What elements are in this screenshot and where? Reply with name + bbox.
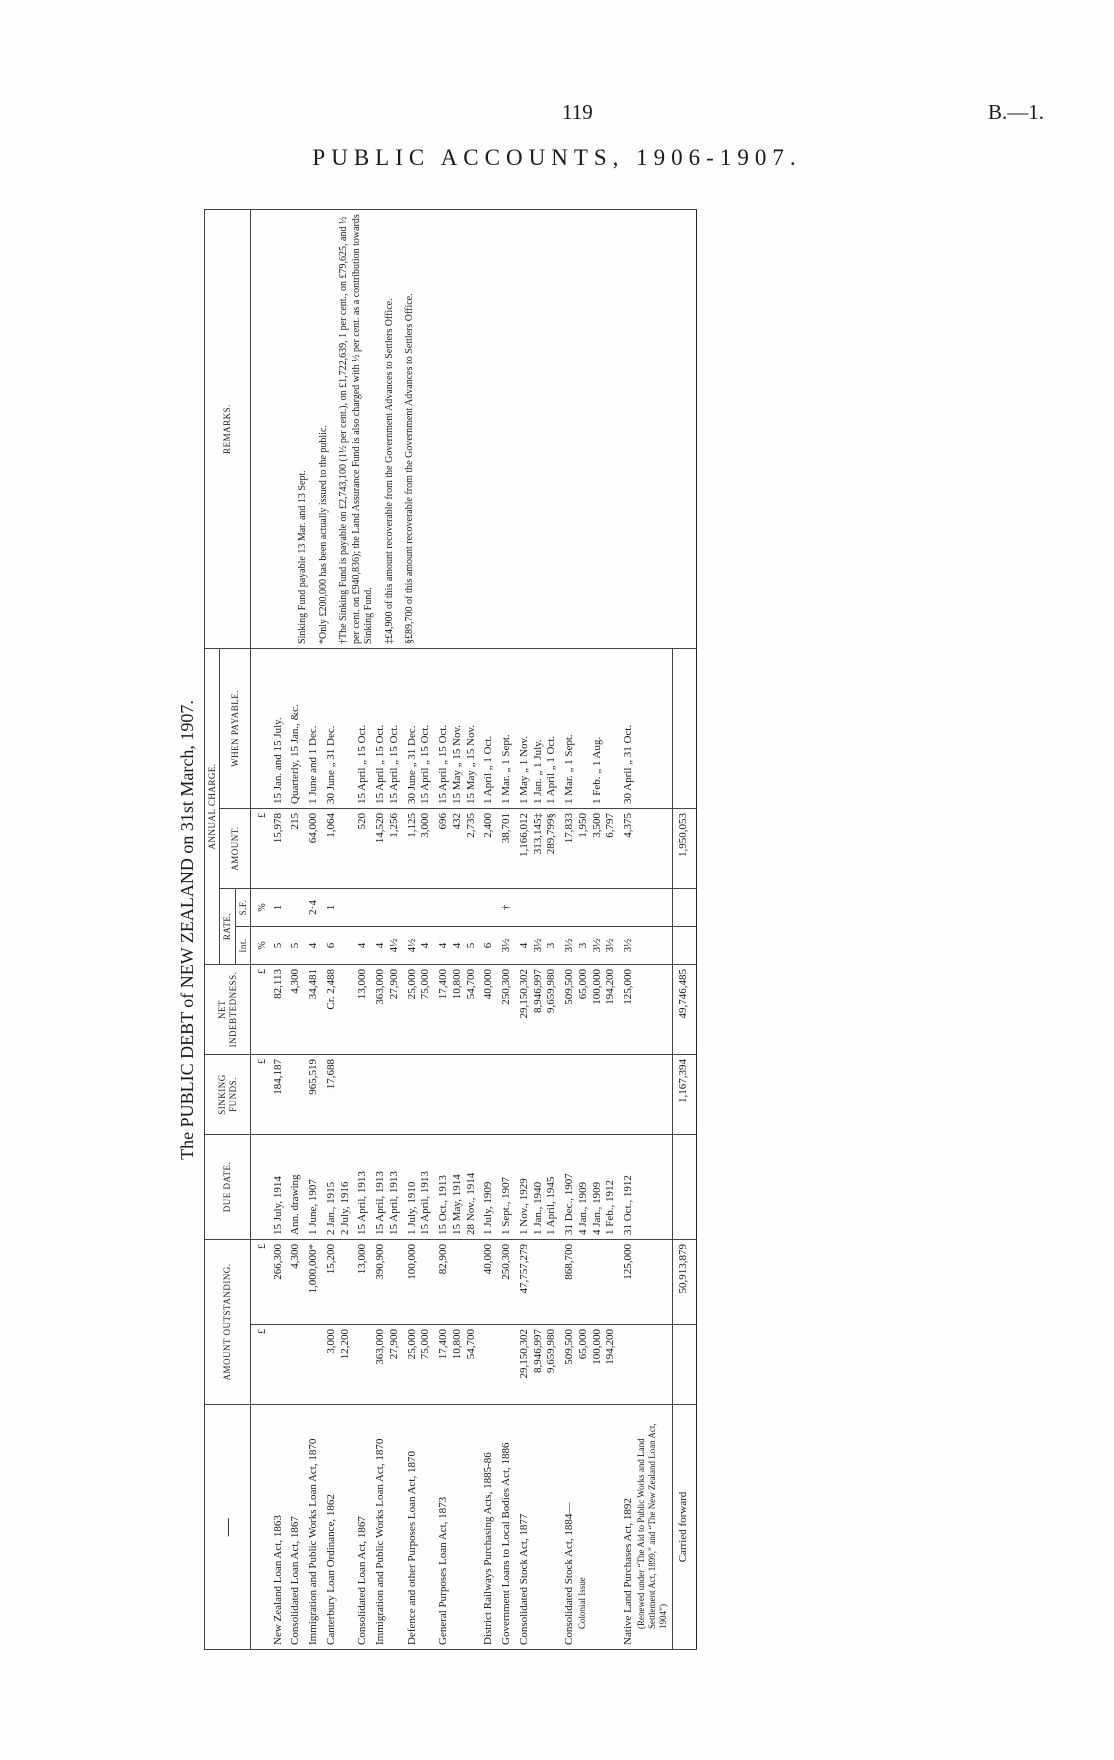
header-when-payable: WHEN PAYABLE. bbox=[220, 648, 251, 808]
cell-amount: 38,701 bbox=[498, 808, 516, 888]
cell-int: 6 bbox=[480, 926, 498, 964]
cell-when: Quarterly, 15 Jan., &c. bbox=[287, 648, 305, 808]
cell-sf bbox=[372, 888, 404, 926]
cell-due: 1 June, 1907 bbox=[305, 1134, 323, 1239]
cell-desc: Defence and other Purposes Loan Act, 1870 bbox=[404, 1405, 436, 1650]
cell-amount: 64,000 bbox=[305, 808, 323, 888]
remark-note: *Only £200,000 has been actually issued to the public. bbox=[317, 425, 329, 644]
cell-sf bbox=[404, 888, 436, 926]
cell-sinking bbox=[620, 1054, 672, 1134]
total-amount: 1,950,053 bbox=[672, 808, 697, 888]
header-annual-charge: ANNUAL CHARGE. bbox=[205, 648, 220, 964]
cell-net: 4,300 bbox=[287, 964, 305, 1054]
cell-amount: 15,978 bbox=[270, 808, 288, 888]
cell-due: 1 Nov., 1929 1 Jan., 1940 1 April, 1945 bbox=[516, 1134, 561, 1239]
cell-outstanding: 4,300 bbox=[287, 1239, 305, 1324]
cell-sinking bbox=[561, 1054, 620, 1134]
total-empty-cell bbox=[672, 1134, 697, 1239]
cell-amount: 1,064 bbox=[323, 808, 355, 888]
cell-outstanding: 40,000 bbox=[480, 1239, 498, 1324]
cell-outstanding: 125,000 bbox=[620, 1239, 672, 1324]
cell-outstanding: 82,900 bbox=[435, 1239, 480, 1324]
header-rate: RATE. bbox=[220, 888, 235, 964]
cell-partials bbox=[498, 1325, 516, 1405]
unit-percent: % bbox=[251, 926, 270, 964]
cell-desc: Consolidated Loan Act, 1867 bbox=[354, 1405, 372, 1650]
cell-amount: 696 432 2,735 bbox=[435, 808, 480, 888]
cell-int: 4 4½ bbox=[372, 926, 404, 964]
cell-int: 4½ 4 bbox=[404, 926, 436, 964]
cell-sf: † bbox=[498, 888, 516, 926]
remark-note: Sinking Fund payable 13 Mar. and 13 Sept. bbox=[297, 470, 309, 644]
remark-note: †The Sinking Fund is payable on £2,743,100 (1½ per cent.), on £1,722,639, 1 per cent., on £79,625, and ½ per cent. on £940,836); the Land Assurance Fund is also charged with ½ per cent. as a contribution towards Sinking Fund. bbox=[338, 214, 375, 644]
header-remarks: REMARKS. bbox=[205, 209, 251, 648]
cell-desc: Consolidated Loan Act, 1867 bbox=[287, 1405, 305, 1650]
cell-when: 1 Mar. „ 1 Sept. 1 Feb. „ 1 Aug. bbox=[561, 648, 620, 808]
header-sinking-funds: SINKING FUNDS. bbox=[205, 1054, 251, 1134]
page-number: 119 bbox=[562, 100, 593, 124]
cell-due: 31 Oct., 1912 bbox=[620, 1134, 672, 1239]
cell-sinking bbox=[287, 1054, 305, 1134]
cell-desc: Consolidated Stock Act, 1877 bbox=[516, 1405, 561, 1650]
cell-when: 15 April „ 15 Oct. bbox=[354, 648, 372, 808]
cell-int: 6 bbox=[323, 926, 355, 964]
cell-net: Cr. 2,488 bbox=[323, 964, 355, 1054]
cell-partials: 363,000 27,900 bbox=[372, 1325, 404, 1405]
series-code: B.—1. bbox=[987, 100, 1044, 124]
cell-due: 31 Dec., 1907 4 Jan., 1909 4 Jan., 1909 1 Feb., 1912 bbox=[561, 1134, 620, 1239]
cell-partials: 25,000 75,000 bbox=[404, 1325, 436, 1405]
cell-desc: General Purposes Loan Act, 1873 bbox=[435, 1405, 480, 1650]
cell-net: 363,000 27,900 bbox=[372, 964, 404, 1054]
header-rate-int: Int. bbox=[235, 926, 250, 964]
table-title: The PUBLIC DEBT of NEW ZEALAND on 31st March, 1907. bbox=[177, 700, 197, 1160]
cell-sinking: 965,519 bbox=[305, 1054, 323, 1134]
unit-percent: % bbox=[251, 888, 270, 926]
remark-note: ‡£4,900 of this amount recoverable from the Government Advances to Settlers Office. bbox=[383, 298, 395, 644]
cell-outstanding: 13,000 bbox=[354, 1239, 372, 1324]
cell-amount: 1,166,012 313,145‡ 289,799§ bbox=[516, 808, 561, 888]
remark-note: §£89,700 of this amount recoverable from the Government Advances to Settlers Office. bbox=[404, 293, 416, 644]
cell-when: 1 June and 1 Dec. bbox=[305, 648, 323, 808]
cell-sf: 2·4 bbox=[305, 888, 323, 926]
cell-outstanding: 100,000 bbox=[404, 1239, 436, 1324]
header-due-date: DUE DATE. bbox=[205, 1134, 251, 1239]
cell-net: 29,150,302 8,946,997 9,659,980 bbox=[516, 964, 561, 1054]
cell-amount: 4,375 bbox=[620, 808, 672, 888]
cell-desc: Canterbury Loan Ordinance, 1862 bbox=[323, 1405, 355, 1650]
cell-desc-sub: (Renewed under “The Aid to Public Works and Land Settlement Act, 1899,” and “The New Zealand Loan Act, 1904”) bbox=[635, 1423, 669, 1629]
cell-int: 3½ bbox=[498, 926, 516, 964]
cell-sinking bbox=[372, 1054, 404, 1134]
unit-pound: £ bbox=[251, 1325, 270, 1405]
cell-sinking bbox=[480, 1054, 498, 1134]
cell-when: 30 April „ 31 Oct. bbox=[620, 648, 672, 808]
total-empty-cell bbox=[672, 926, 697, 964]
cell-outstanding: 250,300 bbox=[498, 1239, 516, 1324]
cell-when: 15 April „ 15 Oct. 15 May „ 15 Nov. 15 May „ 15 Nov. bbox=[435, 648, 480, 808]
cell-outstanding: 868,700 bbox=[561, 1239, 620, 1324]
cell-sf bbox=[480, 888, 498, 926]
cell-sf bbox=[620, 888, 672, 926]
cell-when: 1 Mar. „ 1 Sept. bbox=[498, 648, 516, 808]
cell-desc: Native Land Purchases Act, 1892 (Renewed under “The Aid to Public Works and Land Settlement Act, 1899,” and “The New Zealand Loan Act, 1904”) bbox=[620, 1405, 672, 1650]
cell-outstanding: 15,200 bbox=[323, 1239, 355, 1324]
cell-net: 40,000 bbox=[480, 964, 498, 1054]
cell-amount: 2,400 bbox=[480, 808, 498, 888]
cell-outstanding: 266,300 bbox=[270, 1239, 288, 1324]
unit-pound: £ bbox=[251, 1239, 270, 1324]
unit-pound: £ bbox=[251, 964, 270, 1054]
cell-net: 13,000 bbox=[354, 964, 372, 1054]
cell-net: 509,500 65,000 100,000 194,200 bbox=[561, 964, 620, 1054]
page-title: PUBLIC ACCOUNTS, 1906-1907. bbox=[312, 145, 802, 170]
cell-outstanding: 47,757,279 bbox=[516, 1239, 561, 1324]
cell-sf bbox=[354, 888, 372, 926]
cell-sf bbox=[516, 888, 561, 926]
cell-amount: 14,520 1,256 bbox=[372, 808, 404, 888]
cell-partials: 3,000 12,200 bbox=[323, 1325, 355, 1405]
cell-int: 3½ 3 3½ 3½ bbox=[561, 926, 620, 964]
cell-net: 34,481 bbox=[305, 964, 323, 1054]
total-outstanding: 50,913,879 bbox=[672, 1239, 697, 1324]
total-empty-cell bbox=[672, 888, 697, 926]
cell-due: 1 July, 1910 15 April, 1913 bbox=[404, 1134, 436, 1239]
cell-sf: 1 bbox=[323, 888, 355, 926]
cell-partials: 17,400 10,800 54,700 bbox=[435, 1325, 480, 1405]
cell-due: 1 July, 1909 bbox=[480, 1134, 498, 1239]
cell-amount: 520 bbox=[354, 808, 372, 888]
cell-sf bbox=[561, 888, 620, 926]
cell-int: 3½ bbox=[620, 926, 672, 964]
cell-int: 5 bbox=[270, 926, 288, 964]
public-debt-table bbox=[204, 209, 697, 1650]
cell-net: 25,000 75,000 bbox=[404, 964, 436, 1054]
cell-due: 15 April, 1913 bbox=[354, 1134, 372, 1239]
cell-amount: 215 bbox=[287, 808, 305, 888]
cell-partials bbox=[354, 1325, 372, 1405]
cell-when: 30 June „ 31 Dec. 15 April „ 15 Oct. bbox=[404, 648, 436, 808]
cell-when: 15 April „ 15 Oct. 15 April „ 15 Oct. bbox=[372, 648, 404, 808]
cell-sinking bbox=[516, 1054, 561, 1134]
cell-due: 2 Jan., 1915 2 July, 1916 bbox=[323, 1134, 355, 1239]
cell-due: 15 July, 1914 bbox=[270, 1134, 288, 1239]
cell-partials bbox=[480, 1325, 498, 1405]
cell-desc-sub: Colonial Issue bbox=[576, 1577, 587, 1629]
units-row bbox=[251, 209, 270, 1649]
cell-partials bbox=[287, 1325, 305, 1405]
cell-int: 4 3½ 3 bbox=[516, 926, 561, 964]
cell-amount: 17,833 1,950 3,500 6,797 bbox=[561, 808, 620, 888]
cell-int: 5 bbox=[287, 926, 305, 964]
cell-desc: Immigration and Public Works Loan Act, 1870 bbox=[372, 1405, 404, 1650]
total-empty-cell bbox=[672, 648, 697, 808]
cell-partials bbox=[305, 1325, 323, 1405]
cell-partials bbox=[620, 1325, 672, 1405]
cell-int: 4 4 5 bbox=[435, 926, 480, 964]
header-net-indebtedness: NET INDEBTEDNESS. bbox=[205, 964, 251, 1054]
cell-sinking bbox=[354, 1054, 372, 1134]
total-net: 49,746,485 bbox=[672, 964, 697, 1054]
cell-net: 125,000 bbox=[620, 964, 672, 1054]
unit-pound: £ bbox=[251, 1054, 270, 1134]
cell-when: 15 Jan. and 15 July. bbox=[270, 648, 288, 808]
cell-desc: Immigration and Public Works Loan Act, 1870 bbox=[305, 1405, 323, 1650]
cell-desc: Government Loans to Local Bodies Act, 1886 bbox=[498, 1405, 516, 1650]
cell-sf bbox=[287, 888, 305, 926]
cell-sf: 1 bbox=[270, 888, 288, 926]
total-empty-cell bbox=[672, 1325, 697, 1405]
cell-sinking bbox=[498, 1054, 516, 1134]
cell-due: Ann. drawing bbox=[287, 1134, 305, 1239]
cell-sinking bbox=[435, 1054, 480, 1134]
header-amount: AMOUNT. bbox=[220, 808, 251, 888]
rotated-debt-table-block bbox=[170, 210, 990, 1650]
cell-net: 17,400 10,800 54,700 bbox=[435, 964, 480, 1054]
cell-outstanding: 1,000,000* bbox=[305, 1239, 323, 1324]
cell-partials: 509,500 65,000 100,000 194,200 bbox=[561, 1325, 620, 1405]
header-amount-outstanding: AMOUNT OUTSTANDING. bbox=[205, 1239, 251, 1404]
cell-due: 15 April, 1913 15 April, 1913 bbox=[372, 1134, 404, 1239]
cell-sf bbox=[435, 888, 480, 926]
total-sinking: 1,167,394 bbox=[672, 1054, 697, 1134]
unit-pound: £ bbox=[251, 808, 270, 888]
total-label: Carried forward bbox=[672, 1405, 697, 1650]
cell-net: 82,113 bbox=[270, 964, 288, 1054]
cell-int: 4 bbox=[305, 926, 323, 964]
remarks-cell bbox=[251, 209, 697, 648]
cell-partials: 29,150,302 8,946,997 9,659,980 bbox=[516, 1325, 561, 1405]
cell-sinking bbox=[404, 1054, 436, 1134]
cell-amount: 1,125 3,000 bbox=[404, 808, 436, 888]
header-rate-sf: S.F. bbox=[235, 888, 250, 926]
cell-desc: District Railways Purchasing Acts, 1885-86 bbox=[480, 1405, 498, 1650]
cell-desc: New Zealand Loan Act, 1863 bbox=[270, 1405, 288, 1650]
cell-sinking: 184,187 bbox=[270, 1054, 288, 1134]
cell-when: 1 April „ 1 Oct. bbox=[480, 648, 498, 808]
cell-outstanding: 390,900 bbox=[372, 1239, 404, 1324]
cell-sinking: 17,688 bbox=[323, 1054, 355, 1134]
header-description: — bbox=[205, 1405, 251, 1650]
cell-net: 250,300 bbox=[498, 964, 516, 1054]
cell-when: 30 June „ 31 Dec. bbox=[323, 648, 355, 808]
cell-int: 4 bbox=[354, 926, 372, 964]
cell-when: 1 May „ 1 Nov. 1 Jan. „ 1 July. 1 April „ 1 Oct. bbox=[516, 648, 561, 808]
cell-due: 1 Sept., 1907 bbox=[498, 1134, 516, 1239]
cell-due: 15 Oct., 1913 15 May, 1914 28 Nov., 1914 bbox=[435, 1134, 480, 1239]
cell-desc: Consolidated Stock Act, 1884— Colonial Issue bbox=[561, 1405, 620, 1650]
cell-partials bbox=[270, 1325, 288, 1405]
